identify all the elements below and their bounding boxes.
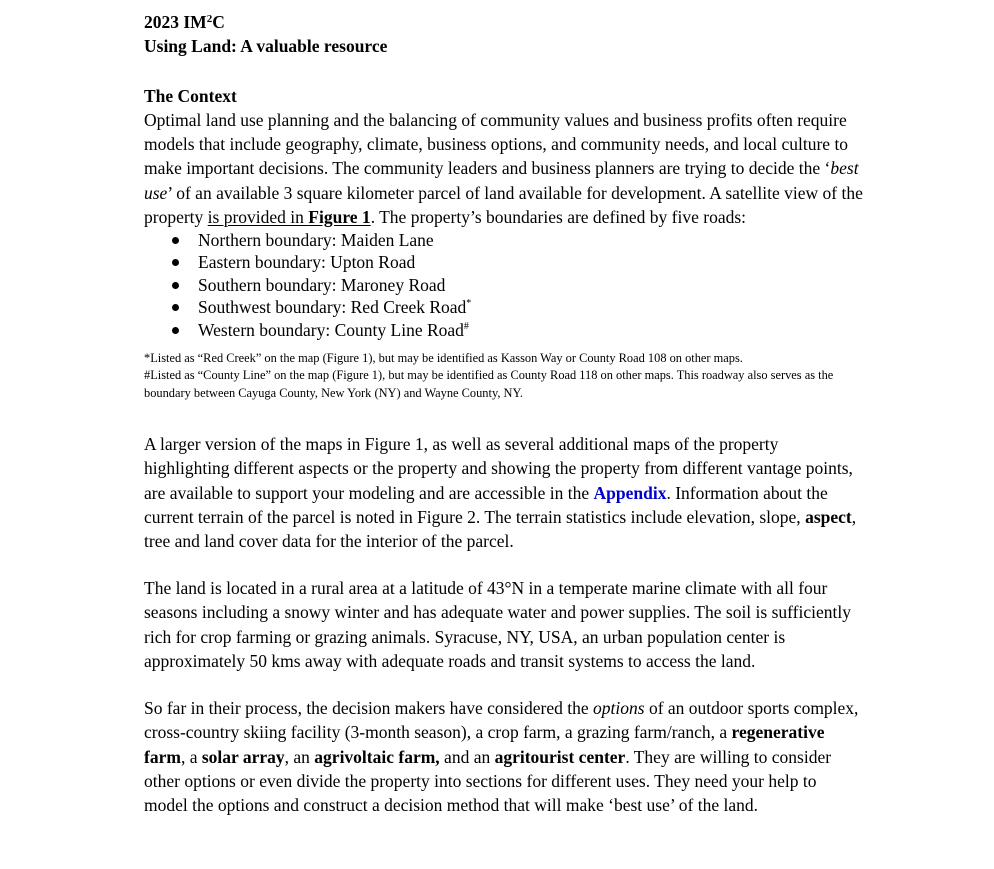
- bullet-icon: [172, 327, 179, 334]
- boundary-list: [144, 229, 864, 341]
- boundary-item-northern: [170, 229, 864, 251]
- boundary-label: Eastern boundary: Upton Road: [198, 252, 416, 273]
- p4-agritourist-center-bold: agritourist center: [494, 746, 626, 767]
- p4-text-2: of an outdoor sports complex, cross-country skiing facility (3-month season), a crop farm, a grazing farm/ranch, a: [144, 698, 859, 743]
- footnotes: [144, 350, 864, 402]
- boundary-item-western: [170, 319, 864, 341]
- appendix-link[interactable]: Appendix: [593, 482, 667, 503]
- footnote-mark-asterisk: *: [466, 298, 472, 310]
- p2-text-2: . Information about the current terrain of the parcel is noted in Figure 2. The terrain statistics include elevation, slope,: [144, 482, 828, 527]
- p2-text-3: , tree and land cover data for the interior of the parcel.: [144, 506, 857, 552]
- context-paragraph-3: The land is located in a rural area at a latitude of 43°N in a temperate marine climate with all four seasons including a snowy winter and has adequate water and power supplies. The soil is sufficiently rich for crop farming or grazing animals. Syracuse, NY, USA, an urban population center is approximately 50 kms away with adequate roads and transit systems to access the land.: [144, 578, 851, 671]
- context-paragraph-2: [144, 432, 864, 553]
- p4-text-1: So far in their process, the decision makers have considered the: [144, 698, 594, 719]
- section-heading-context: The Context: [144, 86, 237, 106]
- document-page: [144, 10, 864, 817]
- title-superscript: 2: [206, 13, 213, 25]
- p2-aspect-bold: aspect: [805, 506, 852, 527]
- document-title-line-2: Using Land: A valuable resource: [144, 36, 388, 56]
- p1-best-use-italic: best use: [144, 158, 859, 203]
- spacer: [144, 673, 864, 696]
- p2-text-1: A larger version of the maps in Figure 1, as well as several additional maps of the property highlighting different aspects or the property and showing the property from different vantage points, are available to support your modeling and are accessible in the: [144, 434, 853, 503]
- bullet-icon: [172, 259, 179, 266]
- boundary-label: Western boundary: County Line Road: [198, 319, 464, 340]
- footnote-red-creek: *Listed as “Red Creek” on the map (Figure 1), but may be identified as Kasson Way or County Road 108 on other maps.: [144, 351, 743, 366]
- p1-text-2: ’ of an available 3 square kilometer parcel of land available for development. A satellite view of the property: [144, 182, 863, 227]
- spacer: [144, 553, 864, 576]
- spacer: [144, 402, 864, 432]
- figure-1-link[interactable]: [208, 207, 371, 227]
- boundary-label: Southern boundary: Maroney Road: [198, 274, 446, 295]
- boundary-label: Northern boundary: Maiden Lane: [198, 230, 434, 251]
- footnote-county-line: #Listed as “County Line” on the map (Figure 1), but may be identified as County Road 118 on other maps. This roadway also serves as the boundary between Cayuga County, New York (NY) and Wayne County, NY.: [144, 368, 834, 400]
- p4-text-6: . They are willing to consider other options or even divide the property into sections for different uses. They need your help to model the options and construct a decision method that will make ‘best use’ of the land.: [144, 746, 832, 815]
- title-im-text: 2023 IM: [144, 12, 207, 32]
- footnote-mark-hash: #: [463, 320, 469, 332]
- bullet-icon: [172, 237, 179, 244]
- p1-text-3: . The property’s boundaries are defined by five roads:: [370, 206, 747, 227]
- figure-1-link-bold: Figure 1: [308, 206, 371, 227]
- bullet-icon: [172, 304, 179, 311]
- boundary-label: Southwest boundary: Red Creek Road: [198, 297, 467, 318]
- document-title-line-1: [144, 10, 864, 34]
- p4-regenerative-farm-bold: regenerative farm: [144, 722, 825, 767]
- figure-1-link-text: is provided in: [207, 206, 309, 227]
- context-paragraph-1: [144, 108, 864, 229]
- context-paragraph-4: [144, 696, 864, 817]
- title-c-text: C: [212, 12, 225, 32]
- p4-text-5: and an: [439, 746, 495, 767]
- boundary-item-southwest: [170, 296, 864, 318]
- p4-text-3: , a: [180, 746, 202, 767]
- p4-options-italic: options: [593, 698, 645, 719]
- boundary-item-southern: [170, 274, 864, 296]
- p4-text-4: , an: [284, 746, 315, 767]
- p1-text-1: Optimal land use planning and the balancing of community values and business profits often require models that include geography, climate, business options, and community needs, and local culture to make important decisions. The community leaders and business planners are trying to decide the ‘: [144, 110, 849, 179]
- p4-solar-array-bold: solar array: [201, 746, 285, 767]
- boundary-item-eastern: [170, 251, 864, 273]
- bullet-icon: [172, 282, 179, 289]
- p4-agrivoltaic-farm-bold: agrivoltaic farm,: [314, 746, 440, 767]
